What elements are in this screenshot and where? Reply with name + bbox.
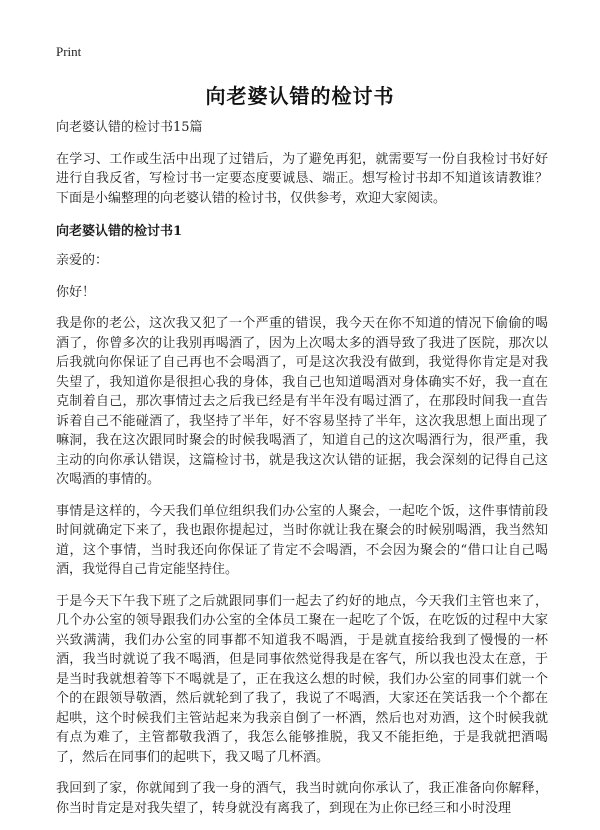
document-title: 向老婆认错的检讨书 — [205, 84, 395, 108]
document-body — [56, 118, 548, 830]
document-subtitle: 向老婆认错的检讨书15篇 — [56, 120, 203, 135]
intro-paragraph: 在学习、工作或生活中出现了过错后，为了避免再犯，就需要写一份自我检讨书好好进行自我反省，写检讨书一定要态度要诚恳、端正。想写检讨书却不知道该请教谁？下面是小编整理的向老婆认错的检讨书，仅供参考，欢迎大家阅读。 — [56, 151, 548, 206]
print-label: Print — [56, 44, 82, 59]
body-paragraph: 我是你的老公，这次我又犯了一个严重的错误，我今天在你不知道的情况下偷偷的喝酒了，你曾多次的让我别再喝酒了，因为上次喝太多的酒导致了我进了医院，那次以后我就向你保证了自己再也不会喝酒了，可是这次我没有做到，我觉得你肯定是对我失望了，我知道你是很担心我的身体，我自己也知道喝酒对身体确实不好，我一直在克制着自己，那次事情过去之后我已经是有半年没有喝过酒了，在那段时间我一直告诉着自己不能碰酒了，我坚持了半年，好不容易坚持了半年，这次我思想上面出现了嘛洞，我在这次跟同时聚会的时候我喝酒了，知道自己的这次喝酒行为，很严重，我主动的向你承认错误，这篇检讨书，就是我这次认错的证据，我会深刻的记得自己这次喝酒的事情的。 — [56, 316, 548, 487]
salutation-hello: 你好！ — [56, 284, 96, 300]
section-heading: 向老婆认错的检讨书1 — [56, 224, 183, 239]
salutation-greeting: 亲爱的： — [56, 253, 109, 268]
body-paragraph: 我回到了家，你就闻到了我一身的酒气，我当时就向你承认了，我正准备向你解释，你当时肯定是对我失望了，转身就没有离我了，到现在为止你已经三和小时没理 — [56, 781, 548, 816]
body-paragraph: 于是今天下午我下班了之后就跟同事们一起去了约好的地点，今天我们主管也来了，几个办公室的领导跟我们办公室的全体员工聚在一起吃了个饭，在吃饭的过程中大家兴致满满，我们办公室的同事都不知道我不喝酒，于是就直接给我到了慢慢的一杯酒，我当时就说了我不喝酒，但是同事依然觉得我是在客气，所以我也没太在意，于是当时我就想着等下不喝就是了，正在我这么想的时候，我们办公室的同事们就一个个的在跟领导敬酒，然后就轮到了我了，我说了不喝酒，大家还在笑话我一个个都在起哄，这个时候我们主管站起来为我亲自倒了一杯酒，然后也对劝酒，这个时候我就有点为难了，主管都敬我酒了，我怎么能够推脱，我又不能拒绝，于是我就把酒喝了，然后在同事们的起哄下，我又喝了几杯酒。 — [56, 593, 548, 765]
body-paragraph: 事情是这样的，今天我们单位组织我们办公室的人聚会，一起吃个饭，这件事情前段时间就确定下来了，我也跟你提起过，当时你就让我在聚会的时候别喝酒，我当然知道，这个事情，当时我还向你保证了肯定不会喝酒，不会因为聚会的“借口让自己喝酒，我觉得自己肯定能坚持住。 — [56, 503, 548, 577]
